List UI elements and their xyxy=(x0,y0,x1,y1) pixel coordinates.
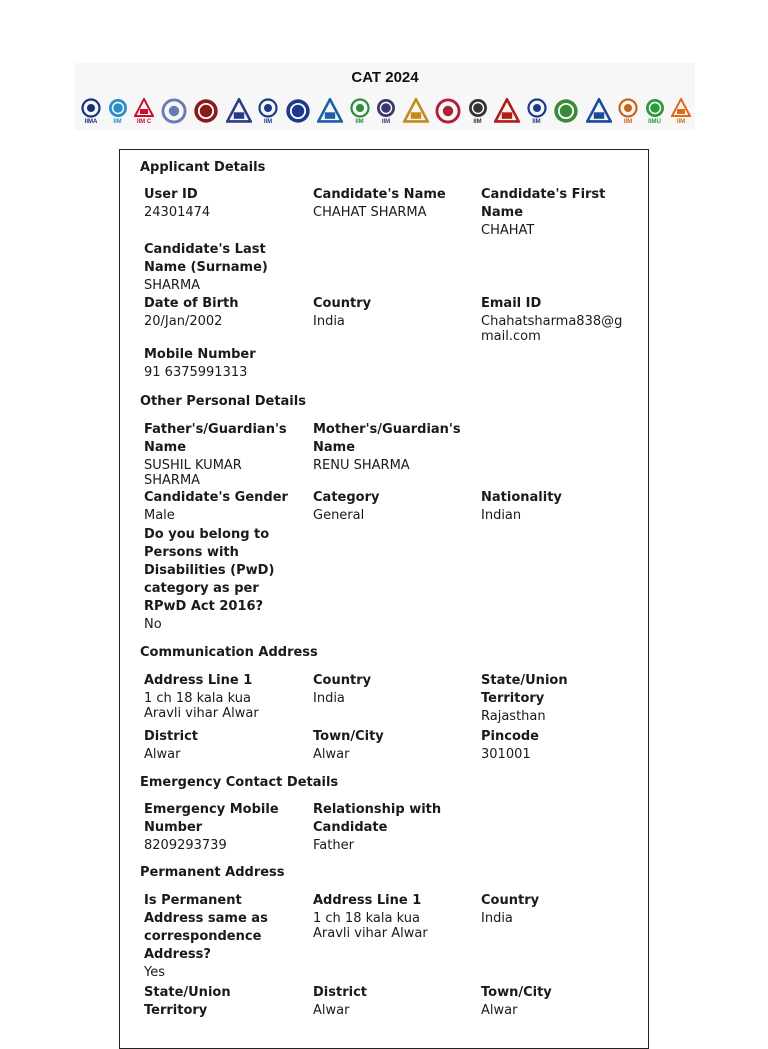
field-perm-country xyxy=(481,892,633,926)
logo-label: IIM xyxy=(263,118,273,125)
field-value: Alwar xyxy=(313,747,350,762)
field-value: SHARMA xyxy=(144,278,201,293)
field-value: Male xyxy=(144,508,175,523)
field-label: Relationship with Candidate xyxy=(313,802,442,835)
field-label: State/Union Territory xyxy=(144,985,231,1018)
iim-sambalpur-logo xyxy=(527,98,547,125)
field-father-name xyxy=(144,421,296,488)
logo-emblem xyxy=(494,98,520,124)
field-value: 301001 xyxy=(481,747,531,762)
field-pincode xyxy=(481,728,633,762)
header-banner xyxy=(75,63,695,130)
field-value: SUSHIL KUMAR SHARMA xyxy=(144,458,242,488)
field-label: Country xyxy=(313,673,372,688)
iim-ranchi-logo xyxy=(468,98,488,125)
field-label: Address Line 1 xyxy=(313,893,422,908)
logo-label: IIM C xyxy=(136,118,152,125)
field-country xyxy=(313,295,465,329)
logo-emblem xyxy=(350,98,370,118)
field-first-name xyxy=(481,186,633,238)
field-value: 1 ch 18 kala kua Aravli vihar Alwar xyxy=(313,911,428,941)
logo-emblem xyxy=(134,98,154,118)
iim-tiruchirappalli-logo xyxy=(618,98,638,125)
iim-shillong-logo xyxy=(553,98,579,124)
field-candidate-name xyxy=(313,186,465,220)
field-value: Chahatsharma838@gmail.com xyxy=(481,314,623,344)
field-value: Indian xyxy=(481,508,522,523)
field-label: Mobile Number xyxy=(144,347,256,362)
logo-emblem xyxy=(376,98,396,118)
logo-emblem xyxy=(435,98,461,124)
field-value: India xyxy=(313,314,345,329)
field-permanent-same xyxy=(144,892,274,980)
logo-emblem xyxy=(586,98,612,124)
field-label: Country xyxy=(481,893,540,908)
field-label: Town/City xyxy=(481,985,552,1000)
field-label: Father's/Guardian's Name xyxy=(144,422,287,455)
iim-lucknow-logo xyxy=(350,98,370,125)
field-value: Father xyxy=(313,838,354,853)
logo-emblem xyxy=(527,98,547,118)
field-email-id xyxy=(481,295,633,344)
field-mobile-number xyxy=(144,346,296,380)
field-label: Candidate's Gender xyxy=(144,490,288,505)
field-date-of-birth xyxy=(144,295,296,329)
field-emergency-mobile xyxy=(144,801,279,853)
field-label: Address Line 1 xyxy=(144,673,253,688)
application-form xyxy=(119,149,649,1049)
logo-emblem xyxy=(285,98,311,124)
iim-sirmaur-logo xyxy=(586,98,612,124)
logo-emblem xyxy=(671,98,691,118)
iim-visakhapatnam-logo xyxy=(671,98,691,125)
logo-emblem xyxy=(468,98,488,118)
field-nationality xyxy=(481,489,633,523)
field-value: 91 6375991313 xyxy=(144,365,248,380)
iim-udaipur-logo xyxy=(645,98,665,125)
field-district xyxy=(144,728,296,762)
field-label: Country xyxy=(313,296,372,311)
logo-label: IIM xyxy=(355,118,364,125)
field-town-city xyxy=(313,728,465,762)
logo-emblem xyxy=(193,98,219,124)
field-mother-name xyxy=(313,421,465,473)
field-label: District xyxy=(144,729,198,744)
logo-emblem xyxy=(108,98,128,118)
field-value: Alwar xyxy=(481,1003,518,1018)
field-label: Candidate's Name xyxy=(313,187,446,202)
logo-label: IIM xyxy=(381,118,391,125)
field-value: 8209293739 xyxy=(144,838,227,853)
field-label: State/Union Territory xyxy=(481,673,568,706)
field-value: India xyxy=(481,911,513,926)
field-perm-town-city xyxy=(481,984,633,1018)
field-value: Yes xyxy=(144,965,165,980)
field-relationship xyxy=(313,801,465,853)
logo-label: IIMU xyxy=(648,118,661,125)
field-value: 24301474 xyxy=(144,205,211,220)
field-value: 1 ch 18 kala kua Aravli vihar Alwar xyxy=(144,691,259,721)
field-perm-state xyxy=(144,984,254,1021)
field-label: Email ID xyxy=(481,296,542,311)
field-pwd xyxy=(144,526,279,632)
field-gender xyxy=(144,489,296,523)
iima-logo xyxy=(81,98,101,125)
field-label: User ID xyxy=(144,187,198,202)
field-value: RENU SHARMA xyxy=(313,458,410,473)
logo-emblem xyxy=(317,98,343,124)
section-applicant-details: Applicant Details xyxy=(140,160,266,175)
field-value: Alwar xyxy=(313,1003,350,1018)
field-user-id xyxy=(144,186,296,220)
section-other-personal-details: Other Personal Details xyxy=(140,394,306,409)
field-last-name xyxy=(144,241,296,293)
logo-label: IIM xyxy=(623,118,633,125)
iim-jammu-text-logo xyxy=(258,98,278,125)
logo-label: IIM xyxy=(532,118,541,125)
field-label: Town/City xyxy=(313,729,384,744)
field-label: Pincode xyxy=(481,729,539,744)
iimc-logo xyxy=(134,98,154,125)
field-label: Date of Birth xyxy=(144,296,239,311)
logo-label: IIM xyxy=(473,118,482,125)
field-label: Mother's/Guardian's Name xyxy=(313,422,461,455)
logo-emblem xyxy=(553,98,579,124)
field-value: CHAHAT SHARMA xyxy=(313,205,427,220)
iim-raipur-logo xyxy=(435,98,461,124)
iim-rohtak-logo xyxy=(494,98,520,124)
field-perm-district xyxy=(313,984,465,1018)
field-value: India xyxy=(313,691,345,706)
iim-nagpur-logo xyxy=(403,98,429,124)
logo-emblem xyxy=(645,98,665,118)
exam-title: CAT 2024 xyxy=(351,69,419,86)
logo-label: IIM xyxy=(676,118,686,125)
logo-label: IIM xyxy=(113,118,122,125)
field-label: District xyxy=(313,985,367,1000)
section-communication-address: Communication Address xyxy=(140,645,318,660)
field-value: No xyxy=(144,617,162,632)
field-value: General xyxy=(313,508,365,523)
iim-bodhgaya-logo xyxy=(161,98,187,124)
field-label: Candidate's First Name xyxy=(481,187,606,220)
iim-jammu-logo xyxy=(226,98,252,124)
logo-emblem xyxy=(618,98,638,118)
field-label: Nationality xyxy=(481,490,562,505)
iimb-logo xyxy=(108,98,128,125)
logo-emblem xyxy=(226,98,252,124)
iim-kozhikode-logo xyxy=(317,98,343,124)
institute-logos xyxy=(81,96,691,126)
section-permanent-address: Permanent Address xyxy=(140,865,285,880)
field-label: Is Permanent Address same as correspondence Address? xyxy=(144,893,268,962)
field-label: Category xyxy=(313,490,380,505)
field-comm-country xyxy=(313,672,465,706)
field-state xyxy=(481,672,591,724)
field-label: Do you belong to Persons with Disabilities (PwD) category as per RPwD Act 2016? xyxy=(144,527,275,614)
logo-emblem xyxy=(161,98,187,124)
iim-indore-logo xyxy=(193,98,219,124)
iim-kashipur-logo xyxy=(285,98,311,124)
field-value: Rajasthan xyxy=(481,709,546,724)
logo-emblem xyxy=(403,98,429,124)
field-address-line-1 xyxy=(144,672,264,721)
field-value: CHAHAT xyxy=(481,223,535,238)
field-value: Alwar xyxy=(144,747,181,762)
section-emergency-contact: Emergency Contact Details xyxy=(140,775,339,790)
iim-mumbai-logo xyxy=(376,98,396,125)
field-label: Emergency Mobile Number xyxy=(144,802,279,835)
logo-emblem xyxy=(258,98,278,118)
field-perm-address-line-1 xyxy=(313,892,433,941)
logo-label: IIMA xyxy=(84,118,98,125)
logo-emblem xyxy=(81,98,101,118)
field-value: 20/Jan/2002 xyxy=(144,314,223,329)
field-label: Candidate's Last Name (Surname) xyxy=(144,242,268,275)
field-category xyxy=(313,489,465,523)
